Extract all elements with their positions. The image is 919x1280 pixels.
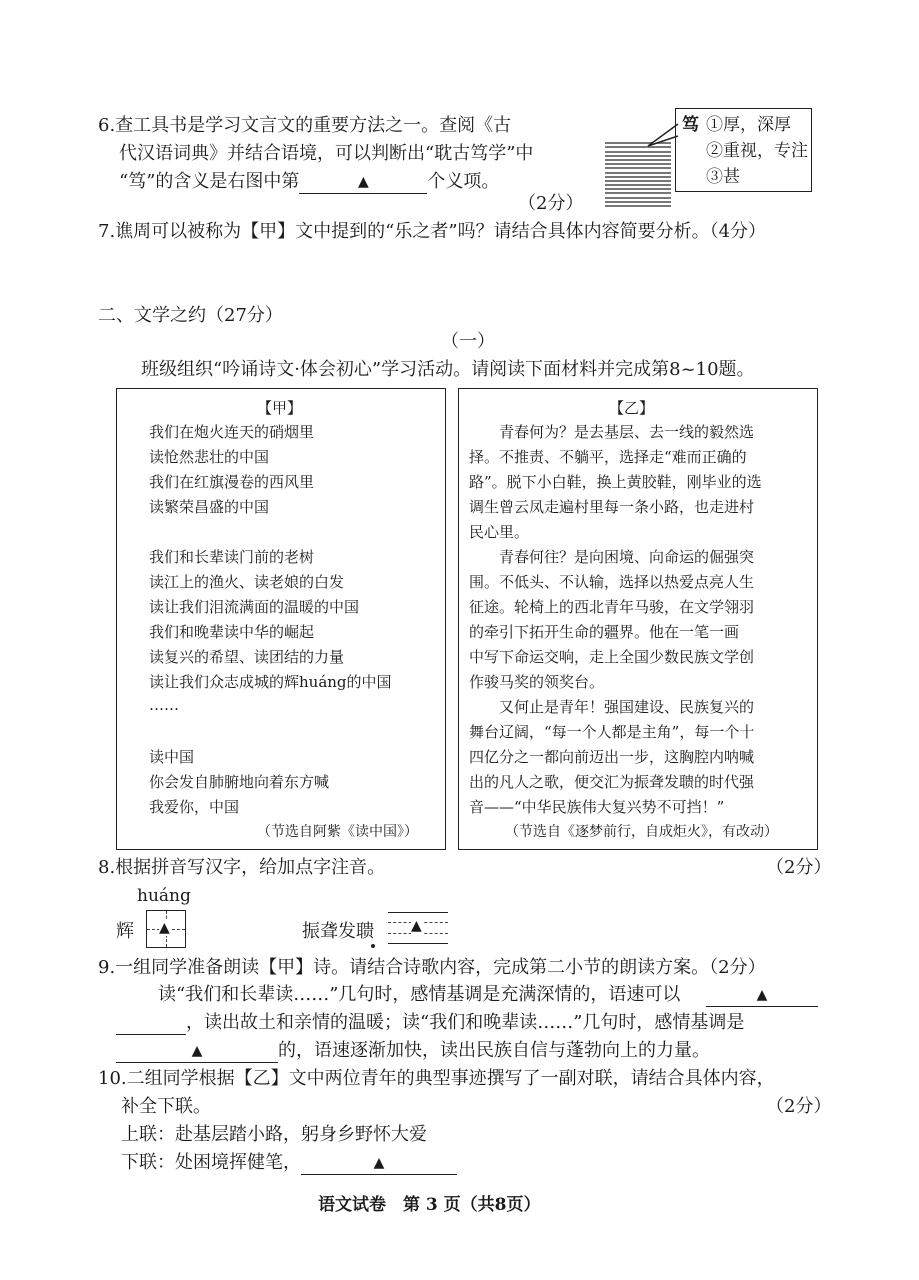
poem-heading: 【甲】 <box>257 399 303 417</box>
dictionary-page-image <box>603 140 673 215</box>
poem-line: 我们和长辈读门前的老树 <box>149 548 315 566</box>
q9-text: 9.一组同学准备朗读【甲】诗。请结合诗歌内容，完成第二小节的朗读方案。（2分） <box>98 957 766 978</box>
q6-answer-blank[interactable]: ▲ <box>299 170 427 194</box>
poem-line: …… <box>149 696 179 714</box>
poem-line: 我们在炮火连天的硝烟里 <box>149 423 315 441</box>
q6-line3-end: 个义项。 <box>427 171 500 192</box>
prose-line: 青春何往？是向困境、向命运的倔强突 <box>499 548 755 566</box>
dictionary-callout-box <box>675 108 812 192</box>
prose-line: 中写下命运交响，走上全国少数民族文学创 <box>469 648 755 666</box>
prose-line: 青春何为？是去基层、去一线的毅然选 <box>499 423 755 441</box>
poem-line: 我们在红旗漫卷的西风里 <box>149 473 315 491</box>
prose-line: 四亿分之一都向前迈出一步，这胸腔内呐喊 <box>469 748 755 766</box>
poem-line: 读复兴的希望、读团结的力量 <box>149 648 345 666</box>
q10-upper: 上联：赴基层踏小路，躬身乡野怀大爱 <box>121 1124 427 1145</box>
dict-char: 笃 <box>682 115 699 135</box>
q8-writing-grid[interactable] <box>146 910 186 948</box>
q9-blank1-a[interactable]: ▲ <box>706 983 818 1007</box>
q10-lower-text: 下联：处困境挥健笔， <box>121 1152 301 1173</box>
poem-line: 读繁荣昌盛的中国 <box>149 498 270 516</box>
q8-grid-mark: ▲ <box>159 920 170 936</box>
q8-emphasis-dot <box>371 944 375 948</box>
q8-pinyin-lines[interactable] <box>388 912 448 944</box>
callout-pointer <box>640 120 680 150</box>
q9-blank1-b[interactable] <box>116 1034 186 1035</box>
prose-line: 作骏马奖的领奖台。 <box>469 673 605 691</box>
prose-line: 择。不推责、不躺平，选择走“难而正确的 <box>469 448 747 466</box>
q9-line3 <box>116 1039 710 1063</box>
poem-source: （节选自阿紫《读中国》） <box>257 824 418 840</box>
poem-line: 读让我们泪流满面的温暖的中国 <box>149 598 360 616</box>
q10-score: （2分） <box>766 1096 832 1117</box>
prose-heading: 【乙】 <box>609 399 655 417</box>
q10-answer-blank[interactable]: ▲ <box>301 1151 457 1175</box>
page-footer: 语文试卷 第 3 页（共8页） <box>318 1195 541 1215</box>
q10-lower <box>121 1151 457 1175</box>
q8-word2: 振聋发聩 <box>302 921 374 942</box>
poem-line: 你会发自肺腑地向着东方喊 <box>149 773 330 791</box>
dict-sense-2: ②重视，专注 <box>706 141 808 161</box>
section2-title: 二、文学之约（27分） <box>98 305 283 326</box>
q6-line3-text: “笃”的含义是右图中第 <box>119 171 300 192</box>
q8-char1: 辉 <box>116 921 134 942</box>
prose-line: 路”。脱下小白鞋，换上黄胶鞋，刚毕业的选 <box>469 473 762 491</box>
q7-text: 7.谯周可以被称为【甲】文中提到的“乐之者”吗？请结合具体内容简要分析。（4分） <box>98 221 767 242</box>
q9-line3-text: 的，语速逐渐加快，读出民族自信与蓬勃向上的力量。 <box>278 1040 710 1061</box>
q8-text: 8.根据拼音写汉字，给加点字注音。 <box>98 857 386 878</box>
q9-blank2[interactable]: ▲ <box>116 1039 278 1063</box>
q9-line1-text: 读“我们和长辈读……”几句时，感情基调是充满深情的，语速可以 <box>158 984 681 1005</box>
q8-pinyin: huáng <box>137 886 191 906</box>
section2-sub: （一） <box>441 331 495 352</box>
prose-line: 的牵引下拓开生命的疆界。他在一笔一画 <box>469 623 740 641</box>
q9-line2 <box>116 1011 744 1035</box>
prose-line: 民心里。 <box>469 523 530 541</box>
dict-sense-1: ①厚，深厚 <box>706 115 791 135</box>
poem-box <box>116 388 446 850</box>
poem-line: 读中国 <box>149 748 195 766</box>
poem-line: 我们和晚辈读中华的崛起 <box>149 623 315 641</box>
q10-line1: 10.二组同学根据【乙】文中两位青年的典型事迹撰写了一副对联，请结合具体内容， <box>98 1068 775 1089</box>
prose-line: 围。不低头、不认输，选择以热爱点亮人生 <box>469 573 755 591</box>
poem-line: 读江上的渔火、读老娘的白发 <box>149 573 345 591</box>
q8-score: （2分） <box>766 857 832 878</box>
poem-line: 读怆然悲壮的中国 <box>149 448 270 466</box>
q6-line3 <box>119 170 499 194</box>
q6-score: （2分） <box>518 193 584 214</box>
q9-line2-text: ，读出故土和亲情的温暖；读“我们和晚辈读……”几句时，感情基调是 <box>186 1012 745 1033</box>
prose-box <box>458 388 818 850</box>
prose-line: 调生曾云凤走遍村里每一条小路，也走进村 <box>469 498 755 516</box>
q8-pinyin-mark: ▲ <box>411 918 422 934</box>
q9-line1 <box>158 983 680 1007</box>
prose-source: （节选自《逐梦前行，自成炬火》，有改动） <box>505 824 778 840</box>
poem-line: 读让我们众志成城的辉huáng的中国 <box>149 673 392 691</box>
prose-line: 音——“中华民族伟大复兴势不可挡！” <box>469 798 725 816</box>
prose-line: 征途。轮椅上的西北青年马骏，在文学翎羽 <box>469 598 755 616</box>
dict-sense-3: ③甚 <box>706 167 740 187</box>
q10-line2: 补全下联。 <box>121 1096 211 1117</box>
poem-line: 我爱你，中国 <box>149 798 240 816</box>
section2-intro: 班级组织“吟诵诗文·体会初心”学习活动。请阅读下面材料并完成第8~10题。 <box>141 359 755 380</box>
q6-line2: 代汉语词典》并结合语境，可以判断出“耽古笃学”中 <box>119 143 534 164</box>
prose-line: 又何止是青年！强国建设、民族复兴的 <box>499 698 755 716</box>
q6-line1: 6.查工具书是学习文言文的重要方法之一。查阅《古 <box>98 115 512 136</box>
prose-line: 舞台辽阔，“每一个人都是主角”，每一个十 <box>469 723 755 741</box>
prose-line: 出的凡人之歌，便交汇为振聋发聩的时代强 <box>469 773 755 791</box>
